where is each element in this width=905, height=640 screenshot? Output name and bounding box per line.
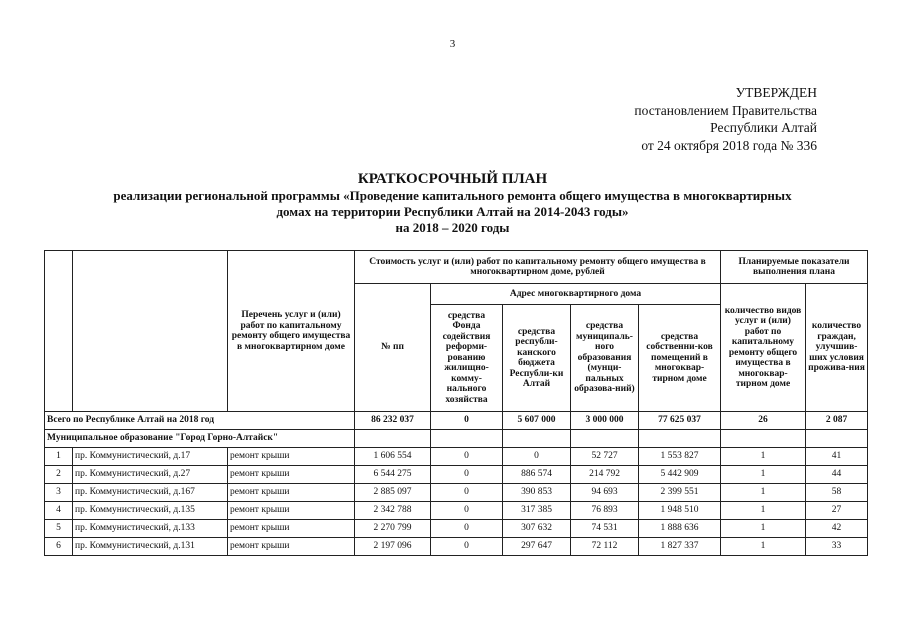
row-total: 2 270 799 <box>355 520 431 538</box>
row-total: 1 606 554 <box>355 448 431 466</box>
row-republic: 317 385 <box>503 502 571 520</box>
row-work: ремонт крыши <box>228 484 355 502</box>
title-line-1: реализации региональной программы «Проведение капитального ремонта общего имущества в многоквартирных <box>113 188 792 203</box>
row-municipal: 74 531 <box>571 520 639 538</box>
row-fund: 0 <box>431 538 503 556</box>
table-row <box>45 484 868 502</box>
row-republic: 307 632 <box>503 520 571 538</box>
approval-stamp <box>634 84 817 154</box>
row-number: 5 <box>45 520 73 538</box>
table-row <box>45 502 868 520</box>
row-address: пр. Коммунистический, д.17 <box>73 448 228 466</box>
total-owners: 77 625 037 <box>639 412 721 430</box>
row-number: 1 <box>45 448 73 466</box>
total-label: Всего по Республике Алтай на 2018 год <box>45 412 355 430</box>
row-number: 3 <box>45 484 73 502</box>
approval-line-3: Республики Алтай <box>710 120 817 135</box>
municipality-empty-cell <box>431 430 503 448</box>
row-number: 2 <box>45 466 73 484</box>
row-work: ремонт крыши <box>228 502 355 520</box>
header-fund: средства Фонда содействия реформи-рованию жилищно-комму-нального хозяйства <box>431 305 503 412</box>
row-services-count: 1 <box>721 466 806 484</box>
row-services-count: 1 <box>721 484 806 502</box>
row-total: 2 342 788 <box>355 502 431 520</box>
row-work: ремонт крыши <box>228 466 355 484</box>
total-republic: 5 607 000 <box>503 412 571 430</box>
row-owners: 1 888 636 <box>639 520 721 538</box>
total-num: 86 232 037 <box>355 412 431 430</box>
row-owners: 5 442 909 <box>639 466 721 484</box>
row-municipal: 214 792 <box>571 466 639 484</box>
row-republic: 886 574 <box>503 466 571 484</box>
header-address-group: Адрес многоквартирного дома <box>431 284 721 305</box>
title-line-3: на 2018 – 2020 годы <box>395 220 510 235</box>
row-municipal: 52 727 <box>571 448 639 466</box>
row-number: 6 <box>45 538 73 556</box>
row-municipal: 94 693 <box>571 484 639 502</box>
total-row <box>45 412 868 430</box>
row-address: пр. Коммунистический, д.167 <box>73 484 228 502</box>
row-republic: 0 <box>503 448 571 466</box>
municipality-label: Муниципальное образование "Город Горно-Алтайск" <box>45 430 355 448</box>
row-citizens-count: 33 <box>806 538 868 556</box>
row-address: пр. Коммунистический, д.133 <box>73 520 228 538</box>
header-empty-1 <box>45 251 73 412</box>
row-total: 6 544 275 <box>355 466 431 484</box>
plan-table <box>44 250 868 556</box>
table-row <box>45 538 868 556</box>
row-owners: 1 553 827 <box>639 448 721 466</box>
header-municipal: средства муниципаль-ного образования (мунци-пальных образова-ний) <box>571 305 639 412</box>
municipality-empty-cell <box>639 430 721 448</box>
row-citizens-count: 27 <box>806 502 868 520</box>
header-row-1 <box>45 251 868 284</box>
row-owners: 1 827 337 <box>639 538 721 556</box>
row-services-count: 1 <box>721 520 806 538</box>
row-citizens-count: 41 <box>806 448 868 466</box>
table-row <box>45 466 868 484</box>
title-main: КРАТКОСРОЧНЫЙ ПЛАН <box>357 171 548 187</box>
header-cost-group: Стоимость услуг и (или) работ по капитальному ремонту общего имущества в многоквартирном доме, рублей <box>355 251 721 284</box>
municipality-empty-cell <box>571 430 639 448</box>
page-number: 3 <box>449 38 456 50</box>
row-citizens-count: 44 <box>806 466 868 484</box>
header-services-list: Перечень услуг и (или) работ по капитальному ремонту общего имущества в многоквартирном доме <box>228 251 355 412</box>
row-number: 4 <box>45 502 73 520</box>
row-address: пр. Коммунистический, д.135 <box>73 502 228 520</box>
header-count-services: количество видов услуг и (или) работ по капитальному ремонту общего имущества в многоквар-тирном доме <box>721 284 806 412</box>
row-address: пр. Коммунистический, д.131 <box>73 538 228 556</box>
total-count-services: 26 <box>721 412 806 430</box>
row-services-count: 1 <box>721 448 806 466</box>
row-municipal: 76 893 <box>571 502 639 520</box>
table-row <box>45 448 868 466</box>
row-total: 2 197 096 <box>355 538 431 556</box>
total-count-citizens: 2 087 <box>806 412 868 430</box>
row-fund: 0 <box>431 502 503 520</box>
row-fund: 0 <box>431 520 503 538</box>
approval-line-2: постановлением Правительства <box>634 102 817 118</box>
row-address: пр. Коммунистический, д.27 <box>73 466 228 484</box>
title-line-2: домах на территории Республики Алтай на 2014-2043 годы» <box>276 204 629 219</box>
row-municipal: 72 112 <box>571 538 639 556</box>
header-indicators-group: Планируемые показатели выполнения плана <box>721 251 868 284</box>
row-fund: 0 <box>431 448 503 466</box>
header-owners: средства собственни-ков помещений в многоквар-тирном доме <box>639 305 721 412</box>
approval-line-1: УТВЕРЖДЕН <box>735 85 817 100</box>
total-fund: 0 <box>431 412 503 430</box>
header-num: № пп <box>355 284 431 412</box>
row-fund: 0 <box>431 466 503 484</box>
municipality-empty-cell <box>721 430 806 448</box>
total-municipal: 3 000 000 <box>571 412 639 430</box>
row-work: ремонт крыши <box>228 448 355 466</box>
row-fund: 0 <box>431 484 503 502</box>
approval-line-4: от 24 октября 2018 года № 336 <box>641 137 817 153</box>
row-work: ремонт крыши <box>228 520 355 538</box>
header-republic: средства республи-канского бюджета Республи-ки Алтай <box>503 305 571 412</box>
row-citizens-count: 42 <box>806 520 868 538</box>
row-owners: 1 948 510 <box>639 502 721 520</box>
row-republic: 390 853 <box>503 484 571 502</box>
row-owners: 2 399 551 <box>639 484 721 502</box>
data-rows <box>45 448 868 556</box>
row-services-count: 1 <box>721 502 806 520</box>
header-count-citizens: количество граждан, улучшив-ших условия прожива-ния <box>806 284 868 412</box>
row-work: ремонт крыши <box>228 538 355 556</box>
municipality-empty-cell <box>355 430 431 448</box>
row-total: 2 885 097 <box>355 484 431 502</box>
row-citizens-count: 58 <box>806 484 868 502</box>
table-row <box>45 520 868 538</box>
municipality-empty-cell <box>503 430 571 448</box>
document-title <box>40 170 865 236</box>
header-empty-2 <box>73 251 228 412</box>
row-republic: 297 647 <box>503 538 571 556</box>
municipality-row <box>45 430 868 448</box>
municipality-empty-cell <box>806 430 868 448</box>
row-services-count: 1 <box>721 538 806 556</box>
